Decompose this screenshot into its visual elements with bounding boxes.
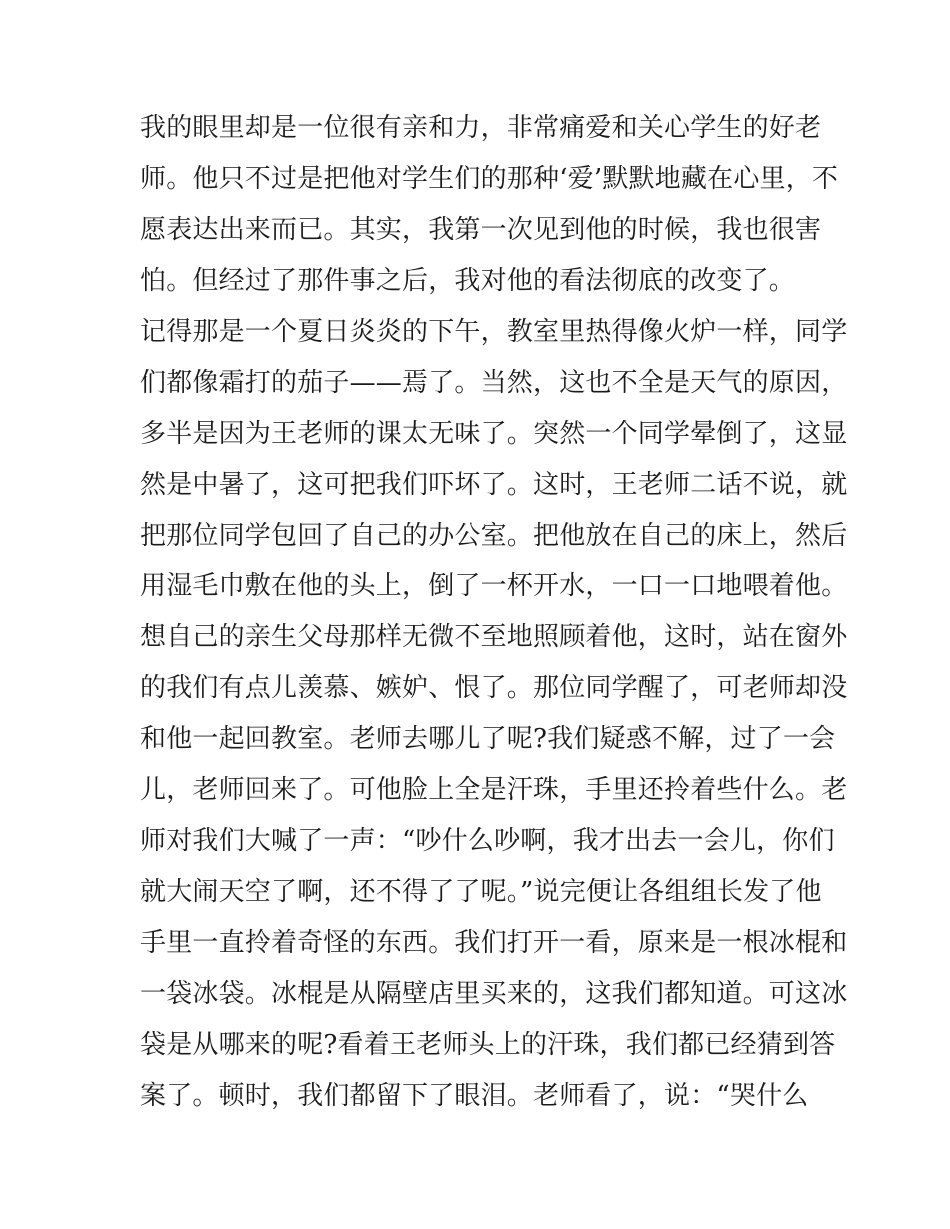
text-line: 的我们有点儿羡慕、嫉妒、恨了。那位同学醒了，可老师却没	[140, 673, 848, 704]
text-line: 袋是从哪来的呢?看着王老师头上的汗珠，我们都已经猜到答	[140, 1029, 836, 1060]
text-line: 我的眼里却是一位很有亲和力，非常痛爱和关心学生的好老	[140, 113, 822, 143]
text-line: 想自己的亲生父母那样无微不至地照顾着他，这时，站在窗外	[140, 622, 848, 653]
text-line: 就大闹天空了啊，还不得了了呢。”说完便让各组组长发了他	[140, 877, 822, 908]
text-line: 愿表达出来而已。其实，我第一次见到他的时候，我也很害	[140, 214, 822, 245]
text-line: 手里一直拎着奇怪的东西。我们打开一看，原来是一根冰棍和	[140, 928, 848, 958]
text-line: 用湿毛巾敷在他的头上，倒了一杯开水，一口一口地喂着他。	[140, 571, 848, 602]
text-line: 然是中暑了，这可把我们吓坏了。这时，王老师二话不说，就	[140, 469, 848, 500]
text-line: 把那位同学包回了自己的办公室。把他放在自己的床上，然后	[140, 520, 848, 551]
text-line: 师对我们大喊了一声：“吵什么吵啊，我才出去一会儿，你们	[140, 826, 835, 857]
text-line: 们都像霜打的茄子——焉了。当然，这也不全是天气的原因，	[140, 367, 848, 398]
text-line: 儿，老师回来了。可他脸上全是汗珠，手里还拎着些什么。老	[140, 775, 848, 806]
body-text	[140, 108, 848, 1127]
text-line: 师。他只不过是把他对学生们的那种‘爱’默默地藏在心里，不	[140, 163, 839, 194]
text-line: 怕。但经过了那件事之后，我对他的看法彻底的改变了。	[140, 265, 796, 296]
text-line: 案了。顿时，我们都留下了眼泪。老师看了，说：“哭什么	[140, 1080, 809, 1111]
text-line: 多半是因为王老师的课太无味了。突然一个同学晕倒了，这显	[140, 418, 848, 449]
text-line: 记得那是一个夏日炎炎的下午，教室里热得像火炉一样，同学	[140, 316, 848, 347]
text-line: 和他一起回教室。老师去哪儿了呢?我们疑惑不解，过了一会	[140, 724, 836, 755]
text-line: 一袋冰袋。冰棍是从隔壁店里买来的，这我们都知道。可这冰	[140, 978, 848, 1009]
